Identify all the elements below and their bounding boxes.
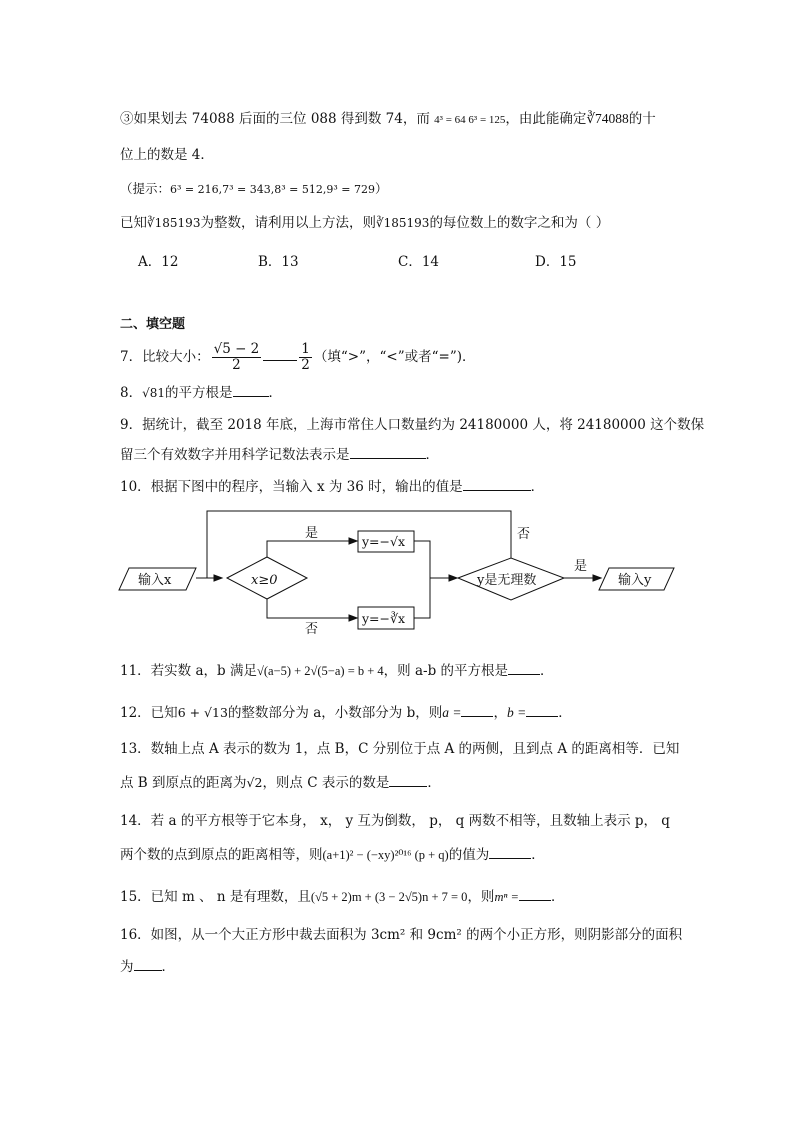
q6-question-root2: ∛185193	[375, 216, 430, 230]
option-d[interactable]: D．15	[535, 254, 577, 270]
q12-math: 6 + √13	[177, 705, 228, 720]
option-c[interactable]: C．14	[398, 254, 440, 270]
q14-end: ．	[531, 847, 545, 863]
q15-blank[interactable]	[519, 888, 551, 901]
q13-line2	[120, 774, 441, 792]
q11	[120, 662, 554, 680]
q12-pre: 12．已知	[120, 705, 178, 721]
q8-pre: 8．	[120, 385, 143, 401]
q12-end: ．	[558, 705, 572, 721]
q7-post: （填“>”，“<”或者“=”)．	[313, 349, 476, 365]
flow-no2-label: 否	[517, 527, 531, 542]
flow-cond1-label: x≥0	[251, 573, 278, 588]
q16-line1: 16．如图，从一个大正方形中裁去面积为 3cm² 和 9cm² 的两个小正方形，则阴影部分的面积	[120, 927, 683, 943]
q13-line2-pre: 点 B 到原点的距离为	[120, 775, 247, 791]
q14-line2	[120, 846, 545, 864]
flow-box-top-label: y=−√x	[362, 534, 406, 549]
q15-end: ．	[550, 889, 565, 905]
q6-hint-math: 6³ = 216,7³ = 343,8³ = 512,9³ = 729	[170, 183, 375, 196]
q13-line2-post: ，则点 C 表示的数是	[262, 775, 390, 791]
q8-post: 的平方根是	[165, 385, 233, 401]
option-a[interactable]: A．12	[138, 254, 179, 270]
q7-frac2-den: 2	[301, 357, 310, 373]
q15	[120, 888, 564, 906]
q12-b-eq: b =	[506, 705, 527, 720]
q15-power: mⁿ =	[494, 890, 519, 904]
q9-line2-text: 留三个有效数字并用科学记数法表示是	[120, 447, 350, 463]
q13-line1: 13．数轴上点 A 表示的数为 1，点 B，C 分别位于点 A 的两侧，且到点 A 的距离相等．已知	[120, 741, 680, 757]
q6-line1-mid: ，由此能确定	[505, 111, 587, 127]
q15-pre: 15．已知 m 、 n 是有理数，且	[120, 889, 311, 905]
q9-end: ．	[425, 447, 439, 463]
q14-blank[interactable]	[489, 846, 531, 859]
q12-a-eq: a =	[442, 705, 462, 720]
q15-post: ，则	[467, 889, 495, 905]
flow-box-bottom-label: y=−∛x	[362, 611, 406, 626]
q11-end: ．	[540, 663, 554, 679]
flow-cond2-label: y是无理数	[477, 573, 537, 588]
q12-sep: ，	[493, 705, 507, 721]
q6-line1-post: 的十	[628, 111, 656, 127]
q9-line1: 9．据统计，截至 2018 年底，上海市常住人口数量约为 24180000 人，将 24180000 这个数保	[120, 417, 705, 433]
q16-blank[interactable]	[134, 958, 162, 971]
q12-blank-a[interactable]	[461, 704, 493, 717]
flow-yes1-label: 是	[305, 526, 319, 541]
q16-line2-text: 为	[120, 959, 134, 975]
q10-end: ．	[530, 479, 545, 495]
q11-pre: 11．若实数 a，b 满足	[120, 663, 257, 679]
q6-question-mid: 为整数，请利用以上方法，则	[200, 215, 376, 231]
q6-question-root1: ∛185193	[147, 216, 201, 230]
q7-frac1-den: 2	[232, 357, 241, 373]
q8-end: ．	[268, 385, 283, 401]
q14-line2-post: 的值为	[448, 847, 490, 863]
q6-question-pre: 已知	[120, 215, 147, 231]
q14-math: (a+1)² − (−xy)²⁰¹⁶ (p + q)	[322, 848, 449, 862]
flow-yes2-label: 是	[574, 559, 588, 574]
q6-cubes: 4³ = 64 6³ = 125	[434, 114, 506, 126]
flow-output-label: 输入y	[618, 573, 652, 588]
q13-math: √2	[246, 775, 263, 790]
q14-line2-pre: 两个数的点到原点的距离相等，则	[120, 847, 323, 863]
q6-line1-text: ③如果划去 74088 后面的三位 088 得到数 74，而	[120, 111, 430, 127]
q11-post: ，则 a-b 的平方根是	[383, 663, 509, 679]
q6-line2: 位上的数是 4．	[120, 147, 214, 163]
q13-blank[interactable]	[389, 774, 427, 787]
q6-root: ∛74088	[586, 111, 629, 126]
q6-question-post: 的每位数上的数字之和为（ ）	[429, 215, 610, 231]
q7-frac2-num: 1	[301, 341, 310, 357]
section-title: 二、填空题	[120, 317, 186, 332]
q13-end: ．	[427, 775, 441, 791]
flow-no1-label: 否	[305, 622, 319, 637]
q6-hint-pre: （提示：	[120, 181, 171, 196]
q11-math: √(a−5) + 2√(5−a) = b + 4	[256, 664, 384, 678]
q16-end: ．	[161, 959, 175, 975]
q15-math: (√5 + 2)m + (3 − 2√5)n + 7 = 0	[310, 890, 468, 904]
q7-frac1-num: √5 − 2	[213, 341, 260, 357]
q8-root: √81	[142, 386, 166, 400]
option-b[interactable]: B．13	[258, 254, 299, 270]
q6-hint-post: ）	[374, 181, 388, 196]
q11-blank[interactable]	[508, 662, 540, 675]
q14-line1: 14．若 a 的平方根等于它本身， x， y 互为倒数， p， q 两数不相等，且数轴上表示 p， q	[120, 813, 670, 829]
q10-text: 10．根据下图中的程序，当输入 x 为 36 时，输出的值是	[120, 479, 463, 495]
q12-blank-b[interactable]	[526, 704, 558, 717]
q7-pre: 7．比较大小：	[120, 349, 210, 365]
q16-line2	[120, 958, 175, 976]
q12	[120, 704, 572, 722]
q12-mid: 的整数部分为 a，小数部分为 b，则	[227, 705, 443, 721]
flow-input-label: 输入x	[138, 573, 172, 588]
